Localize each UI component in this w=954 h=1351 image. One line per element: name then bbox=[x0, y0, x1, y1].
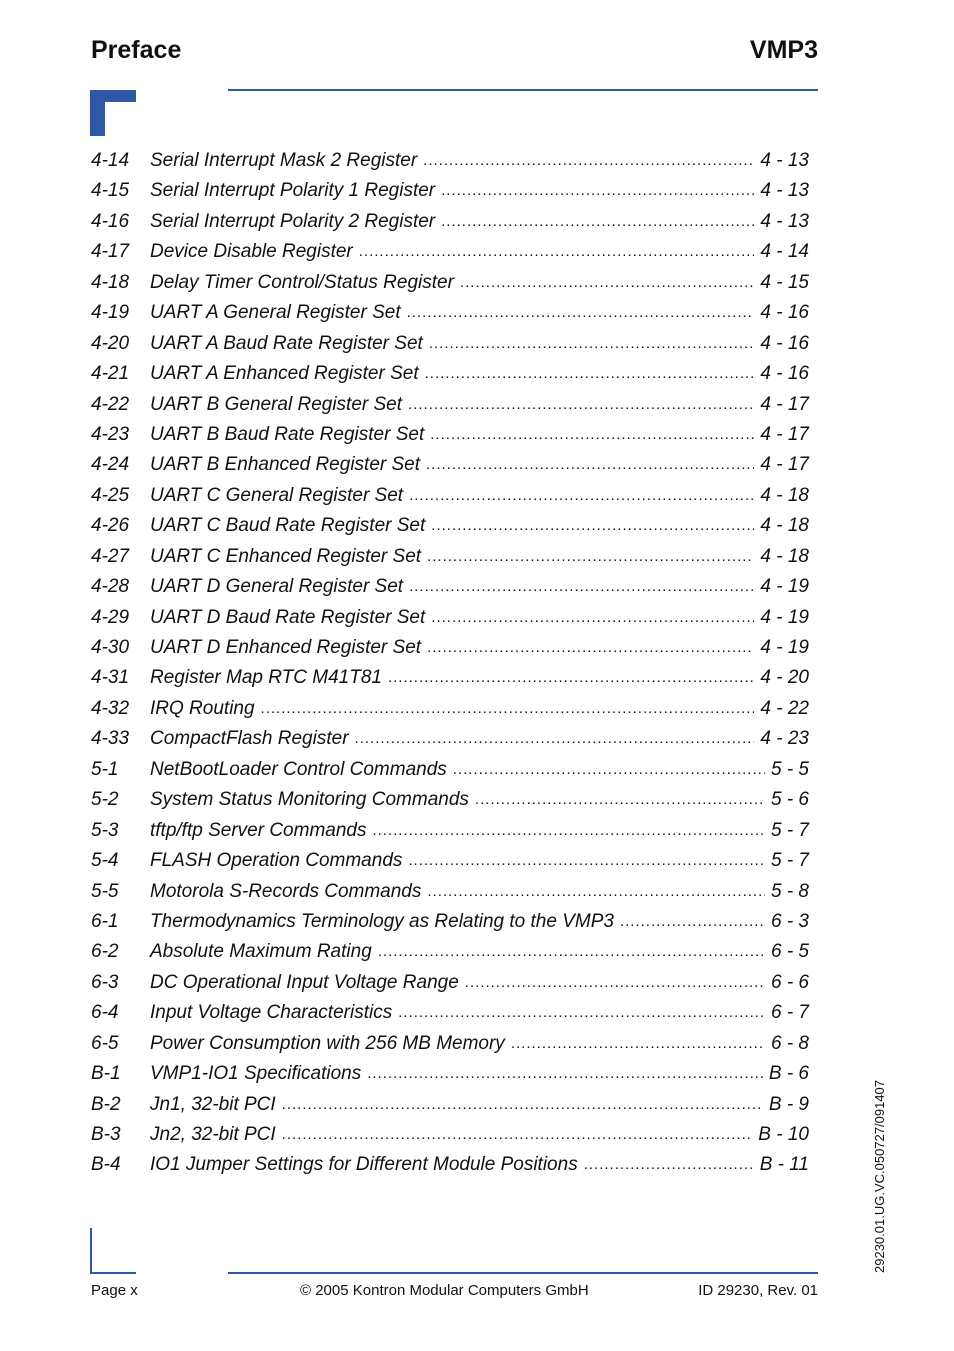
header-section-title: Preface bbox=[91, 36, 182, 64]
toc-dot-leader bbox=[460, 274, 754, 291]
toc-dot-leader bbox=[359, 243, 755, 260]
toc-entry-title: Serial Interrupt Polarity 1 Register bbox=[150, 180, 436, 202]
side-document-code: 29230.01.UG.VC.050727/091407 bbox=[872, 1080, 887, 1273]
toc-entry-page: 5 - 7 bbox=[770, 819, 809, 841]
toc-entry[interactable] bbox=[91, 789, 809, 819]
toc-entry-page: 5 - 8 bbox=[770, 880, 809, 902]
toc-entry-title: UART C Baud Rate Register Set bbox=[150, 515, 426, 537]
toc-entry[interactable] bbox=[91, 485, 809, 515]
toc-dot-leader bbox=[441, 182, 754, 199]
footer-page-number: Page x bbox=[91, 1282, 138, 1299]
toc-entry-number: 4-22 bbox=[91, 393, 130, 415]
toc-entry-title: UART D Enhanced Register Set bbox=[150, 637, 422, 658]
toc-entry-number: 4-19 bbox=[91, 302, 130, 324]
toc-entry-number: 5-2 bbox=[91, 789, 119, 811]
toc-entry-page: B - 11 bbox=[759, 1154, 809, 1176]
toc-entry-number: 4-25 bbox=[91, 484, 130, 506]
toc-entry[interactable] bbox=[91, 698, 809, 728]
toc-entry-page: 4 - 18 bbox=[760, 484, 809, 506]
toc-entry-page: 4 - 19 bbox=[760, 606, 809, 628]
corner-mark-bottom bbox=[90, 1228, 136, 1274]
toc-entry-title: UART C Enhanced Register Set bbox=[150, 545, 422, 567]
toc-entry-title: Power Consumption with 256 MB Memory bbox=[150, 1032, 505, 1054]
header-product-name: VMP3 bbox=[749, 36, 818, 64]
toc-entry-page: 5 - 7 bbox=[770, 850, 809, 872]
toc-entry-number: 5-1 bbox=[91, 758, 119, 780]
toc-entry-title: UART A Enhanced Register Set bbox=[150, 363, 419, 385]
toc-dot-leader bbox=[423, 152, 754, 169]
toc-entry-title: UART B Enhanced Register Set bbox=[150, 454, 421, 476]
toc-entry-page: 6 - 5 bbox=[770, 941, 809, 963]
toc-dot-leader bbox=[427, 548, 754, 565]
toc-entry-title: UART B General Register Set bbox=[150, 393, 403, 415]
toc-entry-page: 4 - 14 bbox=[760, 241, 809, 263]
toc-dot-leader bbox=[408, 396, 754, 413]
toc-entry-title: UART D Baud Rate Register Set bbox=[150, 606, 426, 628]
toc-entry-number: 4-20 bbox=[91, 332, 130, 354]
toc-entry-title: IRQ Routing bbox=[150, 697, 255, 719]
toc-dot-leader bbox=[475, 791, 765, 808]
toc-entry[interactable] bbox=[91, 1154, 809, 1184]
toc-entry-number: 4-27 bbox=[91, 545, 130, 567]
toc-entry-title: FLASH Operation Commands bbox=[150, 850, 403, 872]
toc-entry[interactable] bbox=[91, 667, 809, 697]
toc-entry-number: 4-24 bbox=[91, 454, 130, 476]
toc-entry-page: B - 9 bbox=[768, 1093, 809, 1115]
toc-dot-leader bbox=[407, 304, 755, 321]
toc-dot-leader bbox=[409, 578, 754, 595]
toc-dot-leader bbox=[398, 1004, 765, 1021]
toc-dot-leader bbox=[425, 365, 755, 382]
toc-entry-number: 4-17 bbox=[91, 241, 130, 263]
toc-entry-page: 5 - 5 bbox=[770, 758, 809, 780]
toc-dot-leader bbox=[431, 517, 754, 534]
toc-entry-title: Delay Timer Control/Status Register bbox=[150, 271, 454, 293]
toc-entry[interactable] bbox=[91, 333, 809, 363]
toc-entry-title: CompactFlash Register bbox=[150, 728, 349, 750]
toc-entry[interactable] bbox=[91, 576, 809, 606]
toc-entry-number: 4-21 bbox=[91, 363, 130, 385]
toc-entry-number: 4-32 bbox=[91, 697, 130, 719]
toc-dot-leader bbox=[584, 1156, 754, 1173]
toc-entry-number: B-2 bbox=[91, 1093, 121, 1115]
toc-dot-leader bbox=[388, 669, 754, 686]
toc-entry-number: 4-28 bbox=[91, 576, 130, 598]
toc-entry[interactable] bbox=[91, 363, 809, 393]
toc-entry-number: 4-26 bbox=[91, 515, 130, 537]
toc-entry-number: 5-4 bbox=[91, 850, 119, 872]
toc-entry[interactable] bbox=[91, 972, 809, 1002]
toc-entry-number: 4-14 bbox=[91, 150, 130, 171]
toc-entry-page: 6 - 3 bbox=[770, 910, 809, 932]
toc-entry[interactable] bbox=[91, 211, 809, 241]
footer-copyright: © 2005 Kontron Modular Computers GmbH bbox=[300, 1282, 589, 1299]
toc-entry-title: Serial Interrupt Polarity 2 Register bbox=[150, 210, 436, 232]
toc-entry[interactable] bbox=[91, 1124, 809, 1154]
toc-entry-title: Absolute Maximum Rating bbox=[150, 941, 372, 963]
toc-dot-leader bbox=[441, 213, 754, 230]
footer-document-id: ID 29230, Rev. 01 bbox=[698, 1282, 818, 1299]
toc-entry-title: NetBootLoader Control Commands bbox=[150, 758, 447, 780]
toc-entry[interactable] bbox=[91, 241, 809, 271]
toc-entry[interactable] bbox=[91, 1033, 809, 1063]
toc-entry-page: 4 - 16 bbox=[760, 302, 809, 324]
toc-entry-number: 4-30 bbox=[91, 637, 130, 658]
toc-entry[interactable] bbox=[91, 454, 809, 484]
toc-entry-page: 6 - 7 bbox=[770, 1002, 809, 1024]
toc-entry-number: 6-1 bbox=[91, 910, 119, 932]
toc-entry-number: B-1 bbox=[91, 1063, 121, 1085]
toc-entry-page: 6 - 6 bbox=[770, 971, 809, 993]
toc-dot-leader bbox=[429, 335, 755, 352]
toc-entry[interactable] bbox=[91, 911, 809, 941]
toc-entry-page: 4 - 20 bbox=[760, 667, 809, 689]
toc-entry-page: 4 - 17 bbox=[760, 454, 809, 476]
toc-dot-leader bbox=[367, 1065, 763, 1082]
toc-entry[interactable] bbox=[91, 607, 809, 637]
toc-entry[interactable] bbox=[91, 546, 809, 576]
toc-entry-page: 4 - 19 bbox=[760, 637, 809, 658]
corner-mark-top bbox=[90, 90, 136, 136]
toc-entry-title: Register Map RTC M41T81 bbox=[150, 667, 382, 689]
toc-entry-number: 5-3 bbox=[91, 819, 119, 841]
toc-dot-leader bbox=[430, 426, 754, 443]
toc-entry-title: UART A General Register Set bbox=[150, 302, 401, 324]
toc-entry[interactable] bbox=[91, 881, 809, 911]
toc-entry[interactable] bbox=[91, 941, 809, 971]
toc-entry-number: B-4 bbox=[91, 1154, 121, 1176]
toc-entry-page: 4 - 23 bbox=[760, 728, 809, 750]
toc-entry[interactable] bbox=[91, 150, 809, 180]
toc-entry-page: 5 - 6 bbox=[770, 789, 809, 811]
toc-dot-leader bbox=[378, 943, 765, 960]
toc-dot-leader bbox=[409, 487, 754, 504]
toc-entry-page: 4 - 18 bbox=[760, 545, 809, 567]
toc-entry-page: B - 6 bbox=[768, 1063, 809, 1085]
toc-entry[interactable] bbox=[91, 820, 809, 850]
toc-dot-leader bbox=[427, 883, 765, 900]
toc-dot-leader bbox=[427, 639, 754, 656]
toc-entry-page: 4 - 22 bbox=[760, 697, 809, 719]
toc-entry-page: 4 - 18 bbox=[760, 515, 809, 537]
header-rule bbox=[228, 89, 818, 91]
toc-entry[interactable] bbox=[91, 759, 809, 789]
toc-entry-number: 4-29 bbox=[91, 606, 130, 628]
toc-entry-title: IO1 Jumper Settings for Different Module Positions bbox=[150, 1154, 578, 1176]
toc-entry-page: 4 - 16 bbox=[760, 332, 809, 354]
toc-entry-title: Thermodynamics Terminology as Relating to the VMP3 bbox=[150, 910, 614, 932]
toc-entry-page: 4 - 15 bbox=[760, 271, 809, 293]
toc-dot-leader bbox=[511, 1035, 765, 1052]
toc-entry-number: 6-5 bbox=[91, 1032, 119, 1054]
toc-dot-leader bbox=[372, 822, 765, 839]
toc-entry-number: 4-18 bbox=[91, 271, 130, 293]
toc-entry[interactable] bbox=[91, 515, 809, 545]
toc-entry[interactable] bbox=[91, 850, 809, 880]
toc-entry[interactable] bbox=[91, 180, 809, 210]
toc-entry[interactable] bbox=[91, 394, 809, 424]
toc-dot-leader bbox=[431, 609, 754, 626]
toc-entry-title: Input Voltage Characteristics bbox=[150, 1002, 393, 1024]
toc-entry-title: DC Operational Input Voltage Range bbox=[150, 971, 459, 993]
toc-entry-title: Device Disable Register bbox=[150, 241, 353, 263]
toc-entry-page: 4 - 17 bbox=[760, 393, 809, 415]
toc-entry-title: UART B Baud Rate Register Set bbox=[150, 423, 425, 445]
toc-entry-title: UART C General Register Set bbox=[150, 484, 404, 506]
toc-dot-leader bbox=[408, 852, 765, 869]
toc-entry-page: 4 - 17 bbox=[760, 423, 809, 445]
toc-entry-number: 4-23 bbox=[91, 423, 130, 445]
toc-entry[interactable] bbox=[91, 1063, 809, 1093]
toc-entry-page: 4 - 13 bbox=[760, 150, 809, 171]
toc-entry[interactable] bbox=[91, 1094, 809, 1124]
toc-entry[interactable] bbox=[91, 272, 809, 302]
toc-entry-title: UART A Baud Rate Register Set bbox=[150, 332, 423, 354]
toc-entry-title: System Status Monitoring Commands bbox=[150, 789, 469, 811]
toc-dot-leader bbox=[282, 1126, 753, 1143]
toc-entry[interactable] bbox=[91, 637, 809, 667]
toc-entry-title: tftp/ftp Server Commands bbox=[150, 819, 367, 841]
toc-entry-number: 4-15 bbox=[91, 180, 130, 202]
toc-entry-page: 4 - 13 bbox=[760, 180, 809, 202]
toc-entry-number: 6-3 bbox=[91, 971, 119, 993]
toc-entry-title: Jn1, 32-bit PCI bbox=[150, 1093, 276, 1115]
toc-entry-number: 5-5 bbox=[91, 880, 119, 902]
toc-dot-leader bbox=[426, 456, 754, 473]
toc-dot-leader bbox=[465, 974, 765, 991]
toc-entry-title: Motorola S-Records Commands bbox=[150, 880, 422, 902]
toc-entry-page: 4 - 19 bbox=[760, 576, 809, 598]
footer-rule bbox=[228, 1272, 818, 1274]
toc-entry-number: B-3 bbox=[91, 1124, 121, 1145]
toc-entry-page: 6 - 8 bbox=[770, 1032, 809, 1054]
toc-entry[interactable] bbox=[91, 1002, 809, 1032]
toc-dot-leader bbox=[282, 1096, 763, 1113]
toc-dot-leader bbox=[355, 730, 755, 747]
toc-entry-number: 4-31 bbox=[91, 667, 130, 689]
toc-entry-number: 4-33 bbox=[91, 728, 130, 750]
toc-dot-leader bbox=[620, 913, 765, 930]
list-of-tables bbox=[91, 150, 809, 1185]
toc-entry-page: B - 10 bbox=[758, 1124, 809, 1145]
toc-entry-title: Serial Interrupt Mask 2 Register bbox=[150, 150, 418, 171]
toc-entry[interactable] bbox=[91, 302, 809, 332]
toc-entry-title: Jn2, 32-bit PCI bbox=[150, 1124, 276, 1145]
toc-entry-page: 4 - 13 bbox=[760, 210, 809, 232]
toc-dot-leader bbox=[453, 761, 765, 778]
toc-entry-title: UART D General Register Set bbox=[150, 576, 404, 598]
toc-entry[interactable] bbox=[91, 424, 809, 454]
toc-entry-number: 6-4 bbox=[91, 1002, 119, 1024]
toc-entry[interactable] bbox=[91, 728, 809, 758]
toc-entry-page: 4 - 16 bbox=[760, 363, 809, 385]
toc-entry-title: VMP1-IO1 Specifications bbox=[150, 1063, 362, 1085]
toc-dot-leader bbox=[261, 700, 755, 717]
toc-entry-number: 6-2 bbox=[91, 941, 119, 963]
toc-entry-number: 4-16 bbox=[91, 210, 130, 232]
